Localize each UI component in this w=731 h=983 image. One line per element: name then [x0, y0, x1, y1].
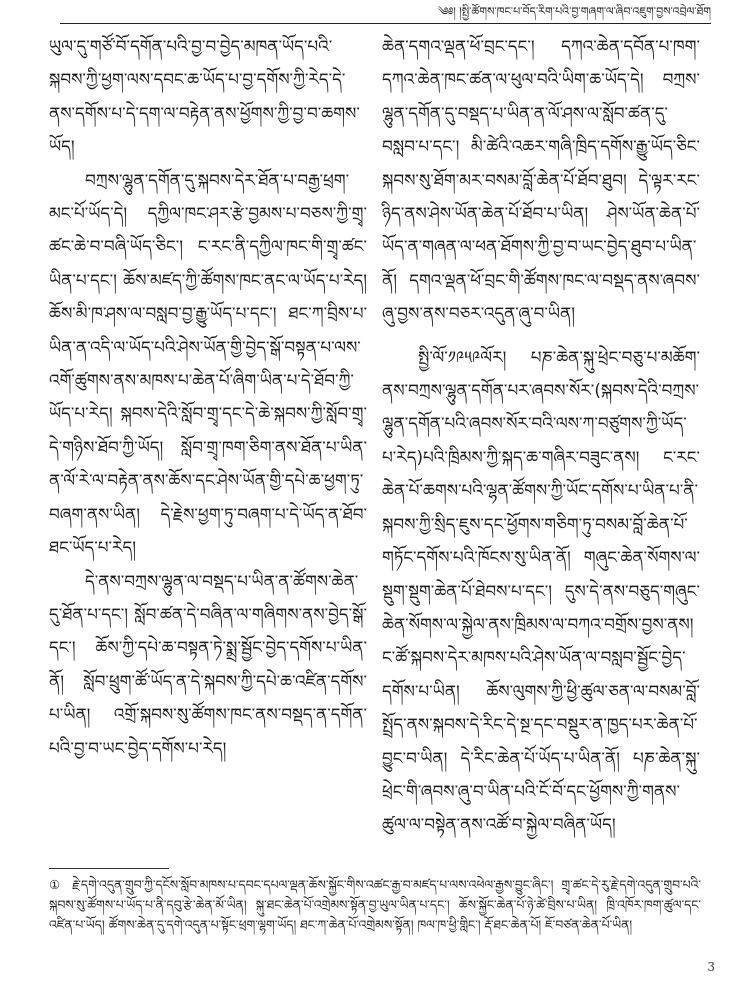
left-paragraph-2: བཀྲས་ལྷུན་དགོན་དུ་སྐབས་དེར་ཐོན་པ་བརྒྱ་ཕྲག་མང་པོ་ཡོད་དེ། དཀྱིལ་ཁང་ཤར་རྩེ་བྱམས་པ་བཅས་ཀྱི་གྲྭ་ཚང་ཆེ་བ་བཞི་ཡོད་ཅིང་། ང་རང་ནི་དཀྱིལ་ཁང་གི་གྲྭ་ཚང་ཡིན་པ་དང་། ཆོས་མཛད་ཀྱི་ཚོགས་ཁང་ནང་ལ་ཡོད་པ་རེད། ཆོས་མི་ཁ་ཤས་ལ་བསླབ་བྱ་རྒྱུ་ཡོད་པ་དང་། ཐང་ཀ་བྲིས་པ་ཡིན་ན་འདི་ལ་ཡོད་པའི་ཤེས་ཡོན་གྱི་བྱེད་སྒོ་བསྟན་པ་ལས་འགོ་ཚུགས་ནས་མཁས་པ་ཆེན་པོ་ཞིག་ཡིན་པ་དེ་ཐོབ་ཀྱི་ཡོད་པ་རེད། སྐབས་དེའི་སློབ་གྲྭ་དང་དེ་ཆེ་སྐབས་ཀྱི་སློབ་གྲྭ་དེ་གཉིས་ཐོབ་ཀྱི་ཡོད། སློབ་གྲྭ་ཁག་ཅིག་ནས་ཐོན་པ་ཡིན་ན་ལོ་རེ་ལ་བརྟེན་ནས་ཆོས་དང་ཤེས་ཡོན་གྱི་དཔེ་ཆ་ཕྱག་ཏུ་བཞག་ནས་ཡིན། དེ་རྗེས་ཕྱག་ཏུ་བཞག་པ་དེ་ཡོད་ན་ཐོབ་ཐང་ཡོད་པ་རེད། — [49, 169, 367, 558]
footnote-divider — [49, 868, 169, 869]
footnote: ① རྗེ་དགེ་འདུན་གྲུབ་ཀྱི་དངོས་སློབ་མཁས་པ་དབང་དཔལ་ལྡན་ཆོས་སྐྱོང་གིས་འཚང་རྒྱ་བ་མཛད་པ་ལས་འཕེལ་རྒྱས་བྱུང་ཞིང་། གྲྭ་ཚང་དེ་རུ་རྗེ་དགེ་འདུན་གྲུབ་པའི་སྐབས་སུ་ཚོགས་པ་ཡོད་པ་ནི་དབུ་རྩེ་ཆེན་མོ་ཡིན། སྐུ་ཐང་ཆེན་པོ་འགྲེམས་སྟོན་བྱ་ཡུལ་ཡིན་པ་དང་། ཆོས་སྐྱོང་ཆེན་པོ་ཉེ་ཚེ་བྲིས་པ་ཡིན། ཁྲི་འཁོར་ཁག་ཚུལ་དང་འཛིན་པ་ཡོད། ཚོགས་ཆེན་དུ་དགེ་འདུན་པ་སྟོང་ཕྲག་ལྷག་ཡོད། ཐང་ཀ་ཆེན་པོ་འགྲེམས་སྟོན། ཁལ་ཁ་ཕྱི་གླིང་། རྡོ་ཐང་ཆེན་པོ། ཇོ་བཙན་ཆེན་པོ་ཡིན། — [49, 877, 701, 932]
right-column — [382, 30, 700, 842]
right-paragraph-1: ཆེན་དགའ་ལྡན་ཕོ་བྲང་དང་། དཀའ་ཆེན་དབོན་པ་ཁག་དཀའ་ཆེན་ཁང་ཚན་ལ་ཕུལ་བའི་ཡིག་ཆ་ཡོད་དེ། བཀྲས་ལྷུན་དགོན་དུ་བསྡད་པ་ཡིན་ན་ལོ་ཤས་ལ་སློབ་ཚན་དུ་བསླབ་པ་དང་། མི་ཚེའི་འཆར་གཞི་ཁྲིད་དགོས་རྒྱུ་ཡོད་ཅིང་སྐབས་སུ་ཐོག་མར་བསམ་བློ་ཆེན་པོ་ཐོབ་ཐུབ། དེ་ལྟར་རང་ཉིད་ནས་ཤེས་ཡོན་ཆེན་པོ་ཐོབ་པ་ཡིན། ཤེས་ཡོན་ཆེན་པོ་ཡོད་ན་གཞན་ལ་ཕན་ཐོགས་ཀྱི་བྱ་བ་ཡང་བྱེད་ཐུབ་པ་ཡིན་ནོ། དགའ་ལྡན་ཕོ་བྲང་གི་ཚོགས་ཁང་ལ་བསྡད་ནས་ཞབས་ཞུ་བྱས་ནས་བཅར་འདུན་ཞུ་བ་ཡིན། — [382, 36, 700, 324]
left-paragraph-3: དེ་ནས་བཀྲས་ལྷུན་ལ་བསྡད་པ་ཡིན་ན་ཚོགས་ཆེན་དུ་ཐོན་པ་དང་། སློབ་ཚན་དེ་བཞིན་ལ་གཞིགས་ནས་བྱེད་སྒོ་དང་། ཆོས་ཀྱི་དཔེ་ཆ་བསྟན་ཏེ་སྨྲ་སྦྱོང་བྱེད་དགོས་པ་ཡིན་ནོ། སློབ་ཕྲུག་ཚོ་ཡོད་ན་དེ་སྐབས་ཀྱི་དཔེ་ཆ་འཛིན་དགོས་པ་ཡིན། འགྲོ་སྐབས་སུ་ཚོགས་ཁང་ནས་བསྡད་ན་དགོན་པའི་བྱ་བ་ཡང་བྱེད་དགོས་པ་རེད། — [49, 570, 367, 758]
left-column — [49, 30, 367, 765]
running-header: ༄༅། །སྤྱི་ཚོགས་ཁང་པ་བོད་རིག་པའི་བྱ་གཞག་ལ་ཞིབ་འཇུག་བྱས་འབྲེལ་ཐོག — [60, 4, 711, 24]
right-paragraph-2: སྤྱི་ལོ་༡༩༥༩ལོར། པཎ་ཆེན་སྐུ་ཕྲེང་བཅུ་པ་མཆོག་ནས་བཀྲས་ལྷུན་དགོན་པར་ཞབས་སོར་(སྐབས་དེའི་བཀྲས་ལྷུན་དགོན་པའི་ཞབས་སོར་བའི་ལས་ཀ་བཙུགས་ཀྱི་ཡོད་པ་རེད)པའི་ཁྲིམས་ཀྱི་སྐད་ཆ་གཞིར་བཟུང་ནས། ང་རང་ཆེན་པོ་ཆགས་པའི་ལྷན་ཚོགས་ཀྱི་ཡོང་དགོས་པ་ཡིན་པ་ནི་སྐབས་ཀྱི་སྲིད་ཇུས་དང་ཕྱོགས་གཅིག་ཏུ་བསམ་བློ་ཆེན་པོ་གཏོང་དགོས་པའི་ཁོངས་སུ་ཡིན་ནོ། གཞུང་ཆེན་སོགས་ལ་སྡུག་སྡུག་ཆེན་པོ་ཐེབས་པ་དང་། དུས་དེ་ནས་བཅུད་གཞུང་ཆེན་སོགས་ལ་སྐྱེལ་ནས་ཁྲིམས་ལ་བཀའ་བགྲོས་བྱས་ནས། ང་ཚོ་སྐབས་དེར་མཁས་པའི་ཤེས་ཡོན་ལ་བསླབ་སྦྱོང་བྱེད་དགོས་པ་ཡིན། ཆོས་ལུགས་ཀྱི་ཕྱི་ཚུལ་ཅན་ལ་བསམ་བློ་སྤྲོད་ནས་སྐབས་དེ་རིང་དེ་སྔ་དང་བསྡུར་ན་ཁྱད་པར་ཆེན་པོ་བྱུང་བ་ཡིན། དེ་རིང་ཆེན་པོ་ཡོད་པ་ཡིན་ནོ། པཎ་ཆེན་སྐུ་ཕྲེང་གི་ཞབས་ཞུ་བ་ཡིན་པའི་ངོ་བོ་དང་ཕྱོགས་ཀྱི་གནས་ཚུལ་ལ་བསྟེན་ནས་འཚོ་བ་སྐྱེལ་བཞིན་ཡོད། — [382, 346, 700, 835]
page-number: 3 — [707, 960, 715, 974]
left-paragraph-1: ཡུལ་དུ་གཙོ་བོ་དགོན་པའི་བྱ་བ་བྱེད་མཁན་ཡོད་པའི་སྐབས་ཀྱི་ཕྱག་ལས་དབང་ཆ་ཡོད་པ་བྱ་དགོས་ཀྱི་རེད་དེ་ནས་དགོས་པ་དེ་དག་ལ་བརྟེན་ནས་ཕྱོགས་ཀྱི་བྱ་བ་ཆགས་ཡོད། — [49, 36, 360, 157]
